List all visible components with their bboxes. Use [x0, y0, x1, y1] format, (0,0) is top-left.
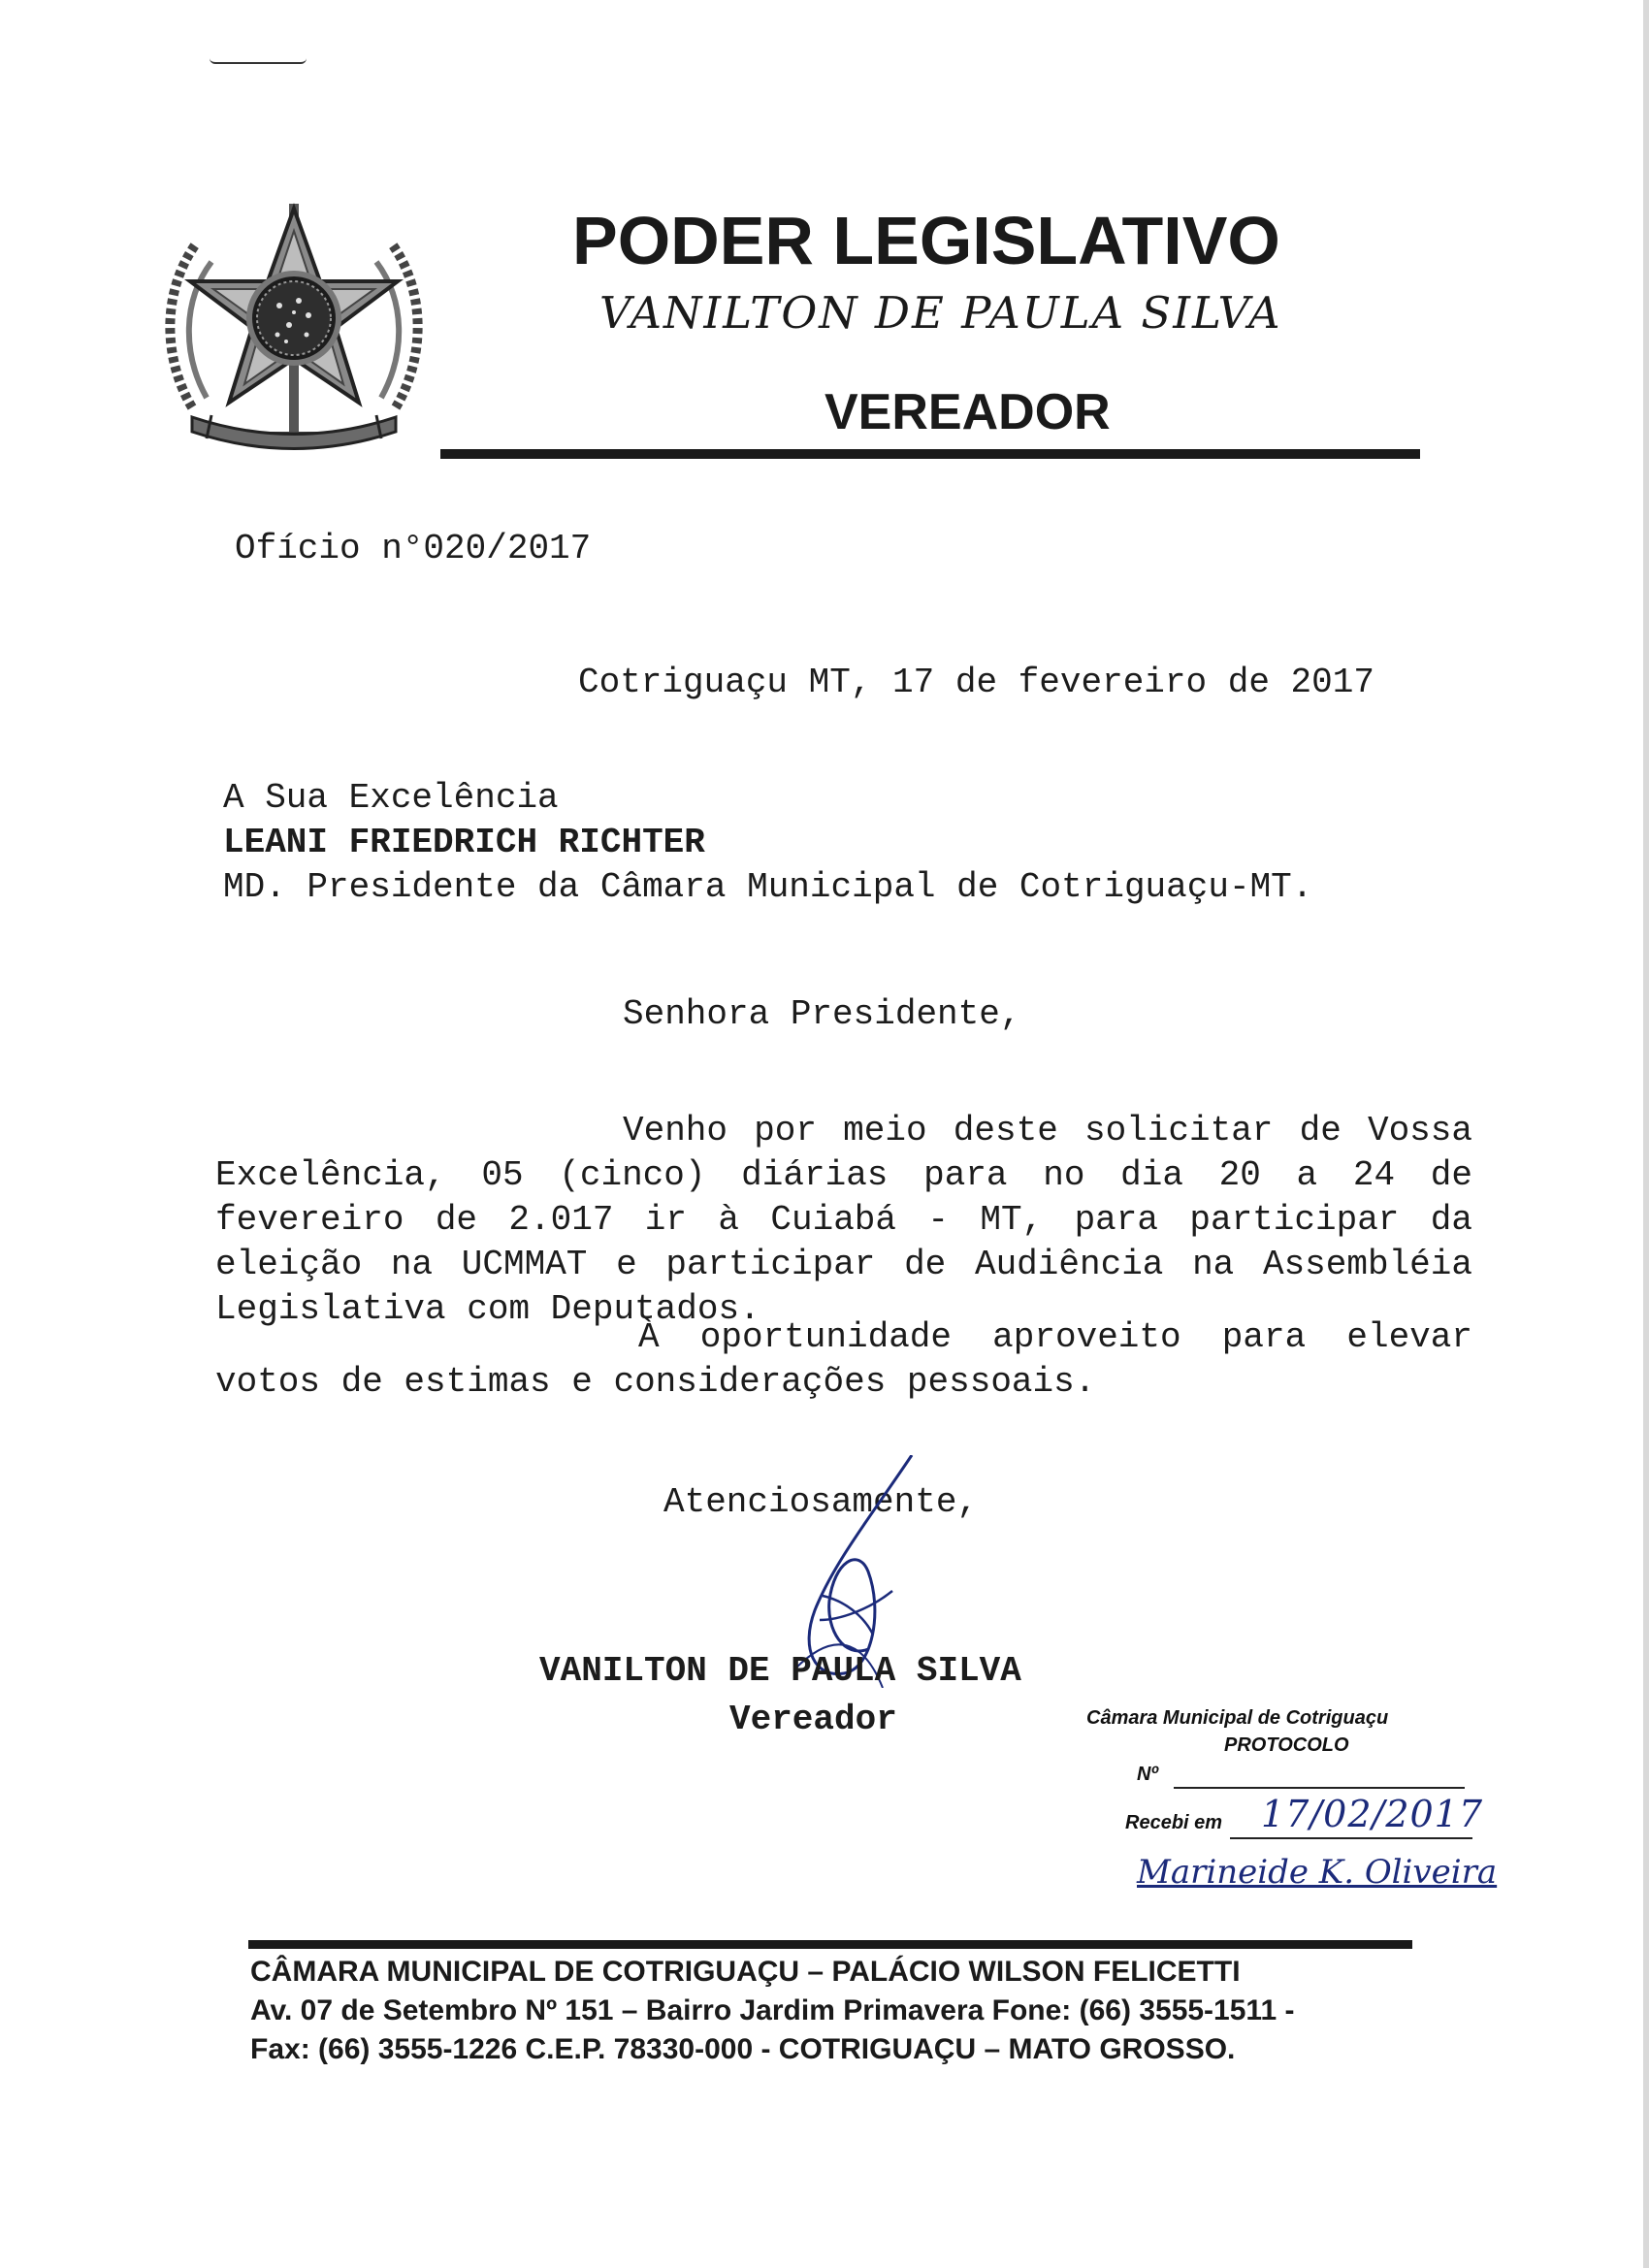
letter-place-date: Cotriguaçu MT, 17 de fevereiro de 2017 [578, 663, 1374, 702]
signer-title: Vereador [729, 1700, 897, 1739]
footer-institution: CÂMARA MUNICIPAL DE COTRIGUAÇU – PALÁCIO WILSON FELICETTI [250, 1956, 1241, 1988]
letter-paragraph-1 [215, 1109, 1472, 1332]
footer-address: Av. 07 de Setembro Nº 151 – Bairro Jardim Primavera Fone: (66) 3555-1511 - [250, 1994, 1295, 2026]
addressee-salutation: A Sua Excelência [223, 778, 559, 818]
footer-contact: Fax: (66) 3555-1226 C.E.P. 78330-000 - COTRIGUAÇU – MATO GROSSO. [250, 2033, 1236, 2065]
header-divider [440, 449, 1420, 459]
stamp-number-line [1174, 1787, 1465, 1789]
addressee-position: MD. Presidente da Câmara Municipal de Cotriguaçu-MT. [223, 867, 1313, 907]
stamp-received-date: 17/02/2017 [1261, 1793, 1484, 1835]
stamp-label: PROTOCOLO [1224, 1734, 1349, 1756]
footer-divider [248, 1940, 1412, 1949]
coat-of-arms-emblem [153, 184, 435, 466]
paragraph-2-text: À oportunidade aproveito para elevar votos de estimas e considerações pessoais. [215, 1317, 1472, 1402]
letter-paragraph-2 [215, 1315, 1472, 1405]
header-councillor-name: VANILTON DE PAULA SILVA [599, 287, 1282, 339]
header-role: VEREADOR [824, 384, 1111, 440]
stamp-institution: Câmara Municipal de Cotriguaçu [1086, 1707, 1389, 1729]
addressee-name: LEANI FRIEDRICH RICHTER [223, 823, 705, 862]
letter-greeting: Senhora Presidente, [623, 994, 1021, 1034]
signer-name: VANILTON DE PAULA SILVA [539, 1651, 1021, 1691]
stamp-number-label: Nº [1137, 1764, 1158, 1785]
header-title: PODER LEGISLATIVO [572, 203, 1280, 278]
stamp-date-line [1230, 1837, 1472, 1839]
stamp-received-label: Recebi em [1125, 1812, 1223, 1833]
letter-reference: Ofício n°020/2017 [235, 529, 592, 568]
page-edge [1643, 0, 1649, 2268]
staple-mark [210, 58, 307, 64]
stamp-receiver-signature: Marineide K. Oliveira [1137, 1853, 1498, 1892]
protocol-stamp [1077, 1707, 1513, 1921]
paragraph-1-text: Venho por meio deste solicitar de Vossa Excelência, 05 (cinco) diárias para no dia 20 a 24 de fevereiro de 2.017 ir à Cuiabá - MT, para participar da eleição na UCMMAT e participar de Audiência na Assembléia Legislativa com Deputados. [215, 1111, 1472, 1329]
letter-closing: Atenciosamente, [663, 1482, 979, 1522]
